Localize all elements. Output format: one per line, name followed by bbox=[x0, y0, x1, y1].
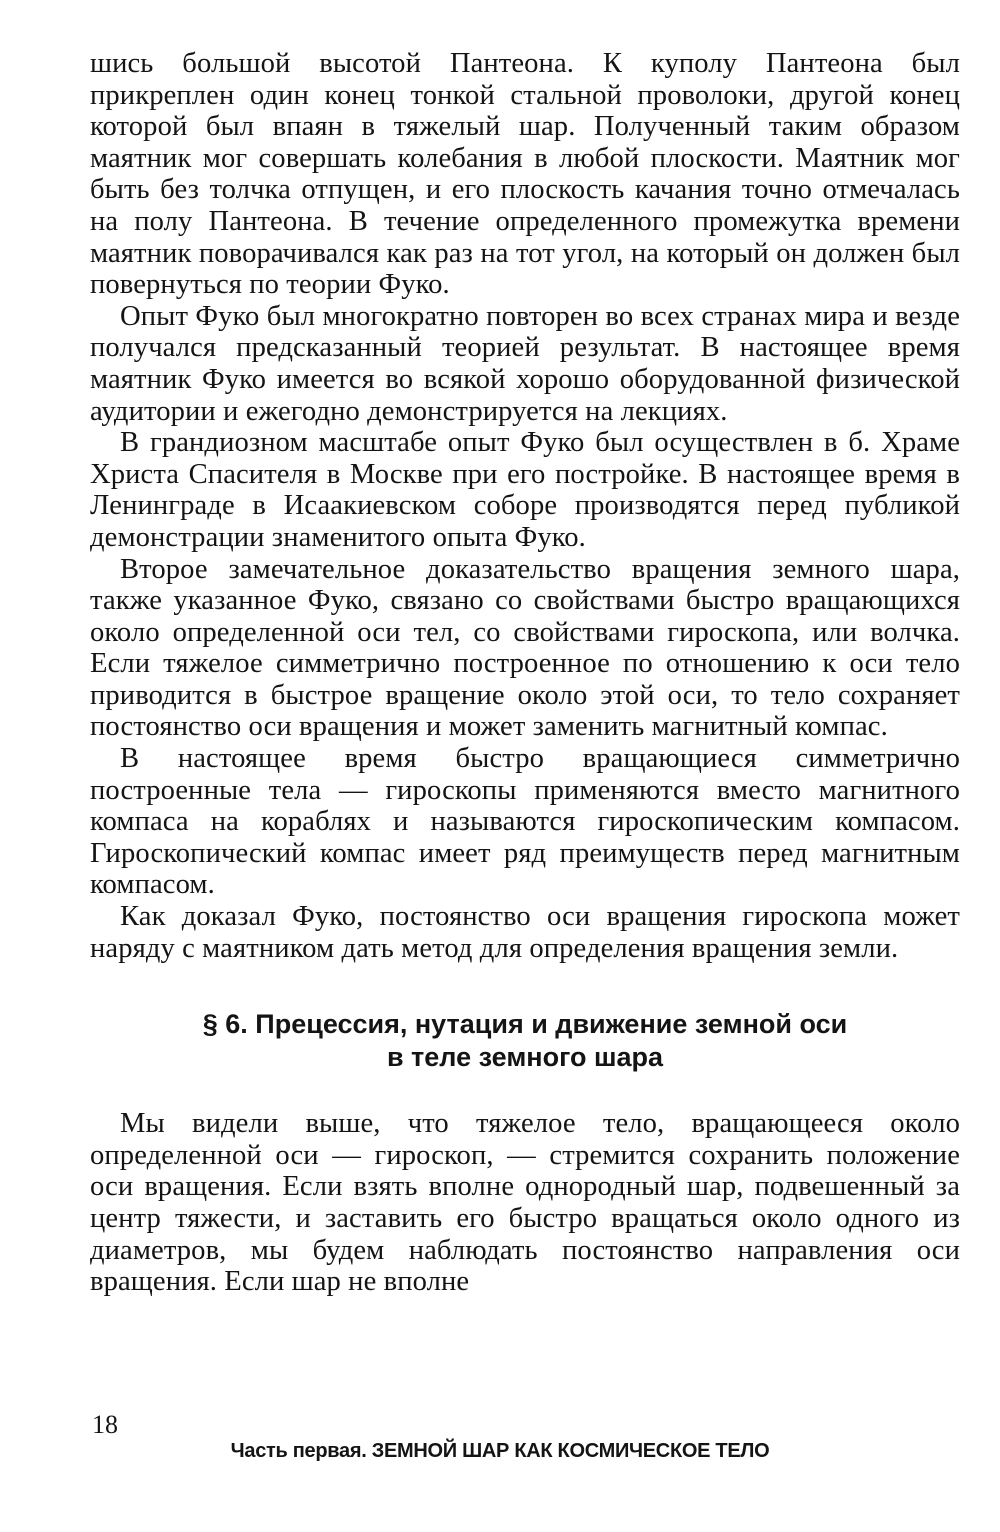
paragraph-experiment-repeated: Опыт Фуко был многократно повторен во всех странах мира и везде получался предсказанный теорией результат. В настоящее время маятник Фуко имеется во всякой хорошо оборудованной физической аудитории и ежегодно демонстрируется на лекциях. bbox=[90, 300, 960, 427]
page-number: 18 bbox=[92, 1410, 118, 1439]
section-heading-line1: § 6. Прецессия, нутация и движение земной оси bbox=[202, 1009, 848, 1040]
paragraph-gyroscope-proof: Второе замечательное доказательство вращения земного шара, также указанное Фуко, связано со свойствами быстро вращающихся около определенной оси тел, со свойствами гироскопа, или волчка. Если тяжелое симметрично построенное по отношению к оси тело приводится в быстрое вращение около этой оси, то тело сохраняет постоянство оси вращения и может заменить магнитный компас. bbox=[90, 553, 960, 743]
section-heading bbox=[90, 1008, 960, 1074]
paragraph-section-intro: Мы видели выше, что тяжелое тело, вращающееся около определенной оси — гироскоп, — стремится сохранить положение оси вращения. Если взять вполне однородный шар, подвешенный за центр тяжести, и заставить его быстро вращаться около одного из диаметров, мы будем наблюдать постоянство направления оси вращения. Если шар не вполне bbox=[90, 1108, 960, 1298]
running-footer-title: Часть первая. ЗЕМНОЙ ШАР КАК КОСМИЧЕСКОЕ ТЕЛО bbox=[230, 1440, 770, 1462]
section-heading-line2: в теле земного шара bbox=[386, 1042, 664, 1073]
paragraph-pantheon-pendulum: шись большой высотой Пантеона. К куполу Пантеона был прикреплен один конец тонкой стальной проволоки, другой конец которой был впаян в тяжелый шар. Полученный таким образом маятник мог совершать колебания в любой плоскости. Маятник мог быть без толчка отпущен, и его плоскость качания точно отмечалась на полу Пантеона. В течение определенного промежутка времени маятник поворачивался как раз на тот угол, на который он должен был повернуться по теории Фуко. bbox=[90, 48, 960, 301]
paragraph-grand-scale-experiment: В грандиозном масштабе опыт Фуко был осуществлен в б. Храме Христа Спасителя в Москве при его постройке. В настоящее время в Ленинграде в Исаакиевском соборе производятся перед публикой демонстрации знаменитого опыта Фуко. bbox=[90, 427, 960, 553]
paragraph-gyrocompass: В настоящее время быстро вращающиеся симметрично построенные тела — гироскопы применяются вместо магнитного компаса на кораблях и называются гироскопическим компасом. Гироскопический компас имеет ряд преимуществ перед магнитным компасом. bbox=[90, 743, 960, 901]
page-body bbox=[90, 48, 960, 1298]
paragraph-foucault-method: Как доказал Фуко, постоянство оси вращения гироскопа может наряду с маятником дать метод для определения вращения земли. bbox=[90, 901, 960, 964]
